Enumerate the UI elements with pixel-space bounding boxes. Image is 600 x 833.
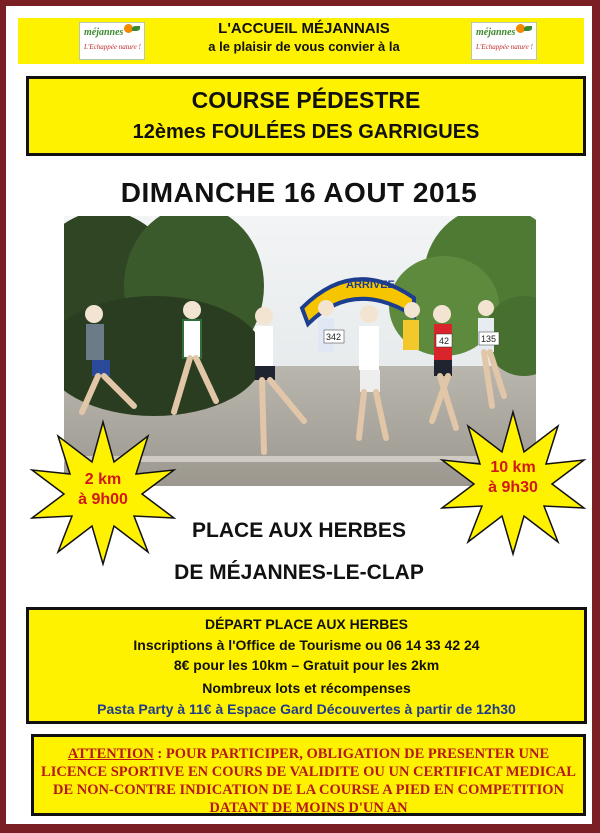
bib-number: 135 xyxy=(481,334,497,344)
race-time: à 9h30 xyxy=(488,479,538,496)
registration-text: Inscriptions à l'Office de Tourisme ou 06 14 33 42 24 xyxy=(133,637,480,653)
logo-slogan: L'Echappée nature ! xyxy=(476,43,533,51)
bib-number: 342 xyxy=(326,332,342,342)
race-time: à 9h00 xyxy=(78,491,128,508)
poster xyxy=(6,6,592,824)
logo-brand: méjannes xyxy=(476,27,516,38)
invitation-text: a le plaisir de vous convier à la xyxy=(208,39,400,54)
leaf-icon xyxy=(524,26,532,31)
location-line-1: PLACE AUX HERBES xyxy=(192,519,406,542)
price-text: 8€ pour les 10km – Gratuit pour les 2km xyxy=(173,657,440,673)
race-distance: 2 km xyxy=(84,471,122,488)
starburst-2km xyxy=(28,418,178,568)
warning-text: : POUR PARTICIPER, OBLIGATION DE PRESENTER UNE LICENCE SPORTIVE EN COURS DE VALIDITE OU UN CERTIFICAT MEDICAL DE NON-CONTRE INDICATION DE LA COURSE A PIED EN COMPETITION DATANT DE MOINS D'UN AN xyxy=(41,746,576,816)
location-line-2: DE MÉJANNES-LE-CLAP xyxy=(174,561,424,584)
pasta-party-text: Pasta Party à 11€ à Espace Gard Découvertes à partir de 12h30 xyxy=(97,701,516,717)
event-date: DIMANCHE 16 AOUT 2015 xyxy=(120,177,478,208)
organizer-name: L'ACCUEIL MÉJANNAIS xyxy=(218,20,390,37)
logo-slogan: L'Echappée nature ! xyxy=(84,43,141,51)
warning-box xyxy=(31,734,586,816)
race-distance: 10 km xyxy=(490,459,536,476)
bib-number: 42 xyxy=(439,336,450,346)
info-box xyxy=(26,607,587,724)
title-box xyxy=(26,76,586,156)
departure-text: DÉPART PLACE AUX HERBES xyxy=(204,616,409,632)
warning-label: ATTENTION xyxy=(67,746,154,762)
event-title: COURSE PÉDESTRE xyxy=(191,87,421,113)
prizes-text: Nombreux lots et récompenses xyxy=(202,680,411,696)
logo-brand: méjannes xyxy=(84,27,124,38)
event-subtitle: 12èmes FOULÉES DES GARRIGUES xyxy=(132,121,480,143)
arch-label: ARRIVEE xyxy=(346,279,395,291)
